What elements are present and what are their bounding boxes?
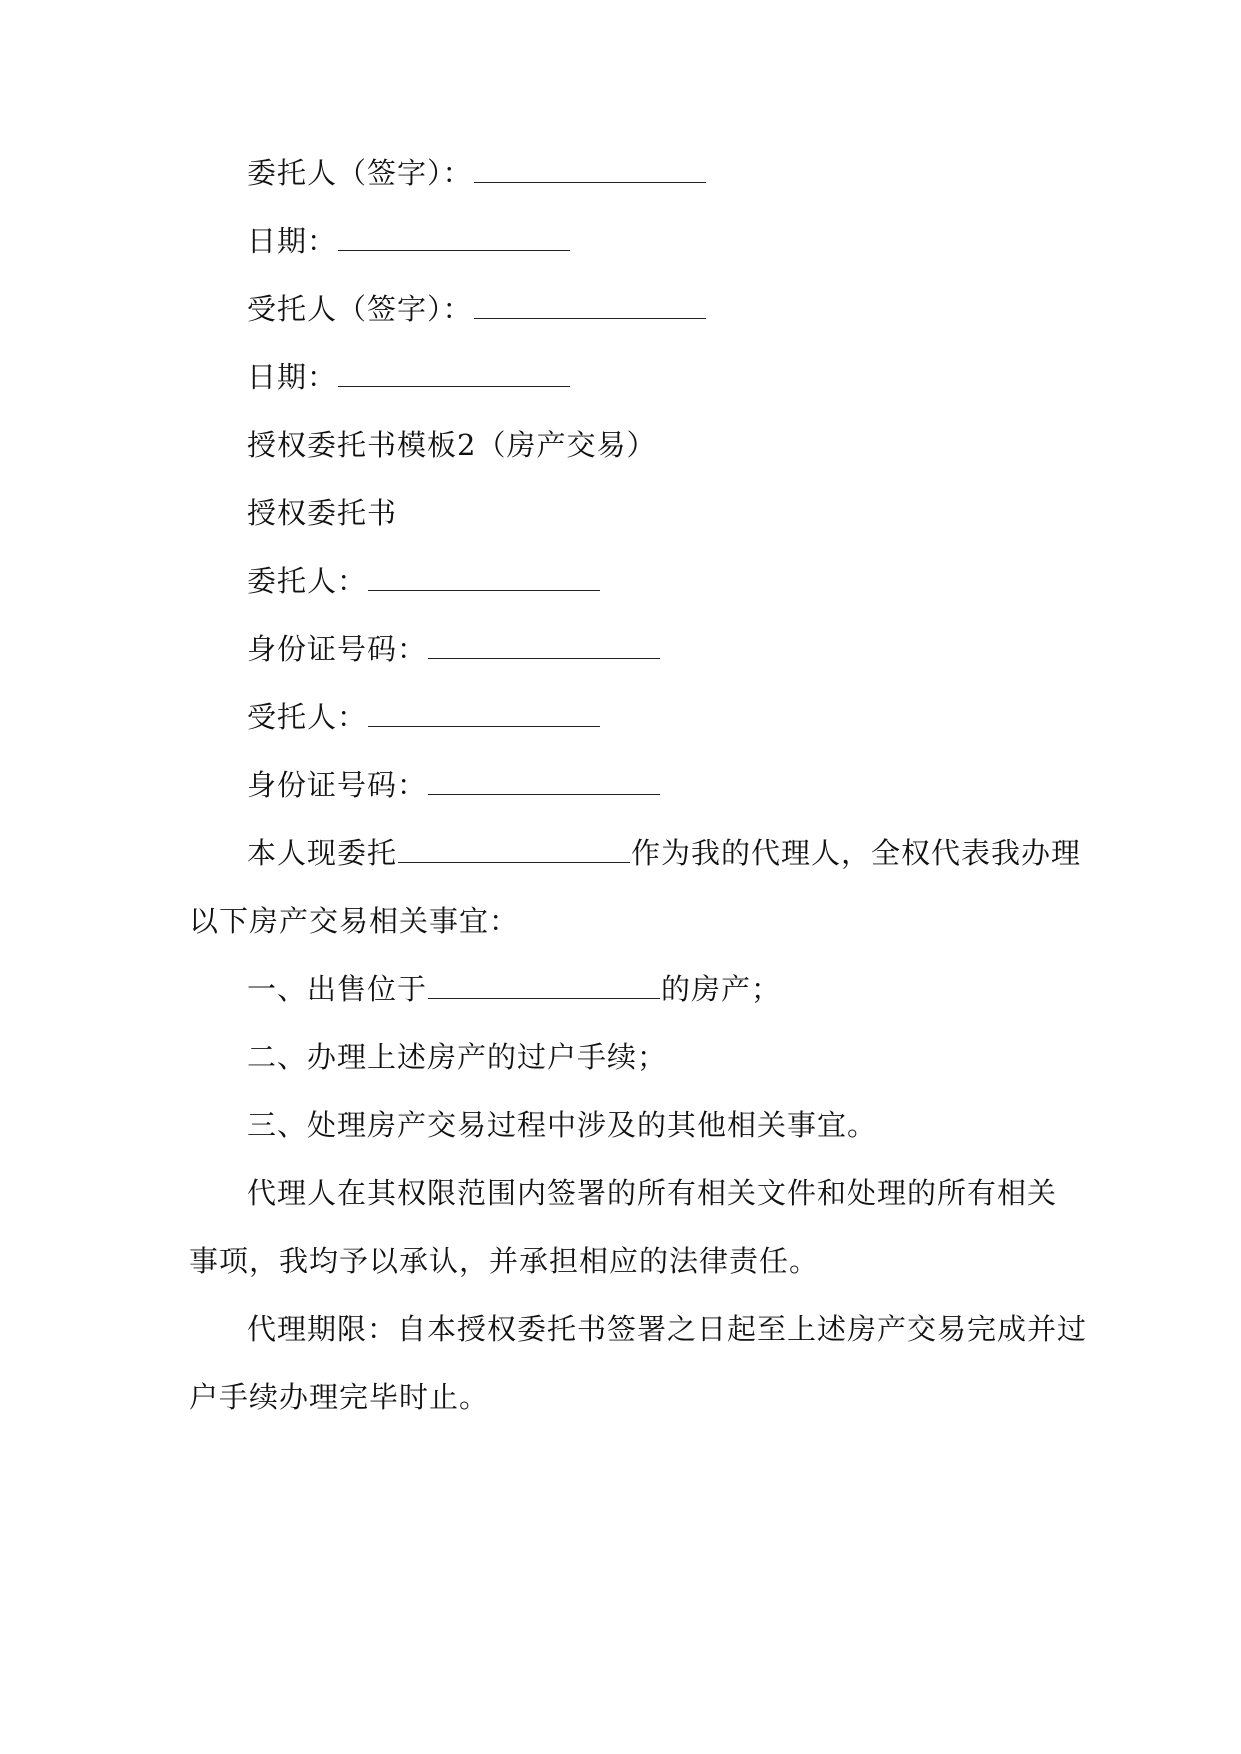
principal-signature-line xyxy=(247,153,707,193)
agent-signature-label: 受托人（签字）： xyxy=(247,292,473,326)
item-1-line xyxy=(247,969,781,1009)
principal-date-line xyxy=(247,221,571,261)
agent-id-line xyxy=(247,765,661,805)
principal-id-label: 身份证号码： xyxy=(247,632,428,666)
appointment-suffix: 作为我的代理人，全权代表我办理 xyxy=(631,836,1082,870)
appointment-paragraph-line2: 以下房产交易相关事宜： xyxy=(189,904,520,938)
principal-name-line xyxy=(247,561,601,601)
agent-name-label: 受托人： xyxy=(247,700,368,734)
principal-id-blank[interactable] xyxy=(428,630,660,659)
principal-date-label: 日期： xyxy=(247,224,338,258)
item-3-line: 三、处理房产交易过程中涉及的其他相关事宜。 xyxy=(247,1108,878,1142)
item-1-prefix: 一、出售位于 xyxy=(247,972,428,1006)
agent-date-label: 日期： xyxy=(247,360,338,394)
agent-signature-blank[interactable] xyxy=(474,290,706,319)
term-paragraph-line2: 户手续办理完毕时止。 xyxy=(189,1380,490,1414)
acknowledge-paragraph-line2: 事项，我均予以承认，并承担相应的法律责任。 xyxy=(189,1244,820,1278)
principal-name-blank[interactable] xyxy=(368,562,600,591)
agent-id-blank[interactable] xyxy=(428,766,660,795)
principal-signature-blank[interactable] xyxy=(474,154,706,183)
acknowledge-paragraph-line1: 代理人在其权限范围内签署的所有相关文件和处理的所有相关 xyxy=(247,1176,1058,1210)
appointee-blank[interactable] xyxy=(398,834,630,863)
principal-id-line xyxy=(247,629,661,669)
document-title: 授权委托书 xyxy=(247,496,398,530)
template-heading: 授权委托书模板2（房产交易） xyxy=(247,428,657,462)
item-1-suffix: 的房产； xyxy=(661,972,782,1006)
appointment-prefix: 本人现委托 xyxy=(247,836,398,870)
agent-name-line xyxy=(247,697,601,737)
agent-date-blank[interactable] xyxy=(338,358,570,387)
agent-signature-line xyxy=(247,289,707,329)
principal-name-label: 委托人： xyxy=(247,564,368,598)
principal-date-blank[interactable] xyxy=(338,222,570,251)
item-2-line: 二、办理上述房产的过户手续； xyxy=(247,1040,668,1074)
agent-date-line xyxy=(247,357,571,397)
term-paragraph-line1: 代理期限：自本授权委托书签署之日起至上述房产交易完成并过 xyxy=(247,1312,1088,1346)
agent-name-blank[interactable] xyxy=(368,698,600,727)
agent-id-label: 身份证号码： xyxy=(247,768,428,802)
property-location-blank[interactable] xyxy=(428,970,660,999)
appointment-paragraph-line1 xyxy=(247,833,1081,873)
principal-signature-label: 委托人（签字）： xyxy=(247,156,473,190)
